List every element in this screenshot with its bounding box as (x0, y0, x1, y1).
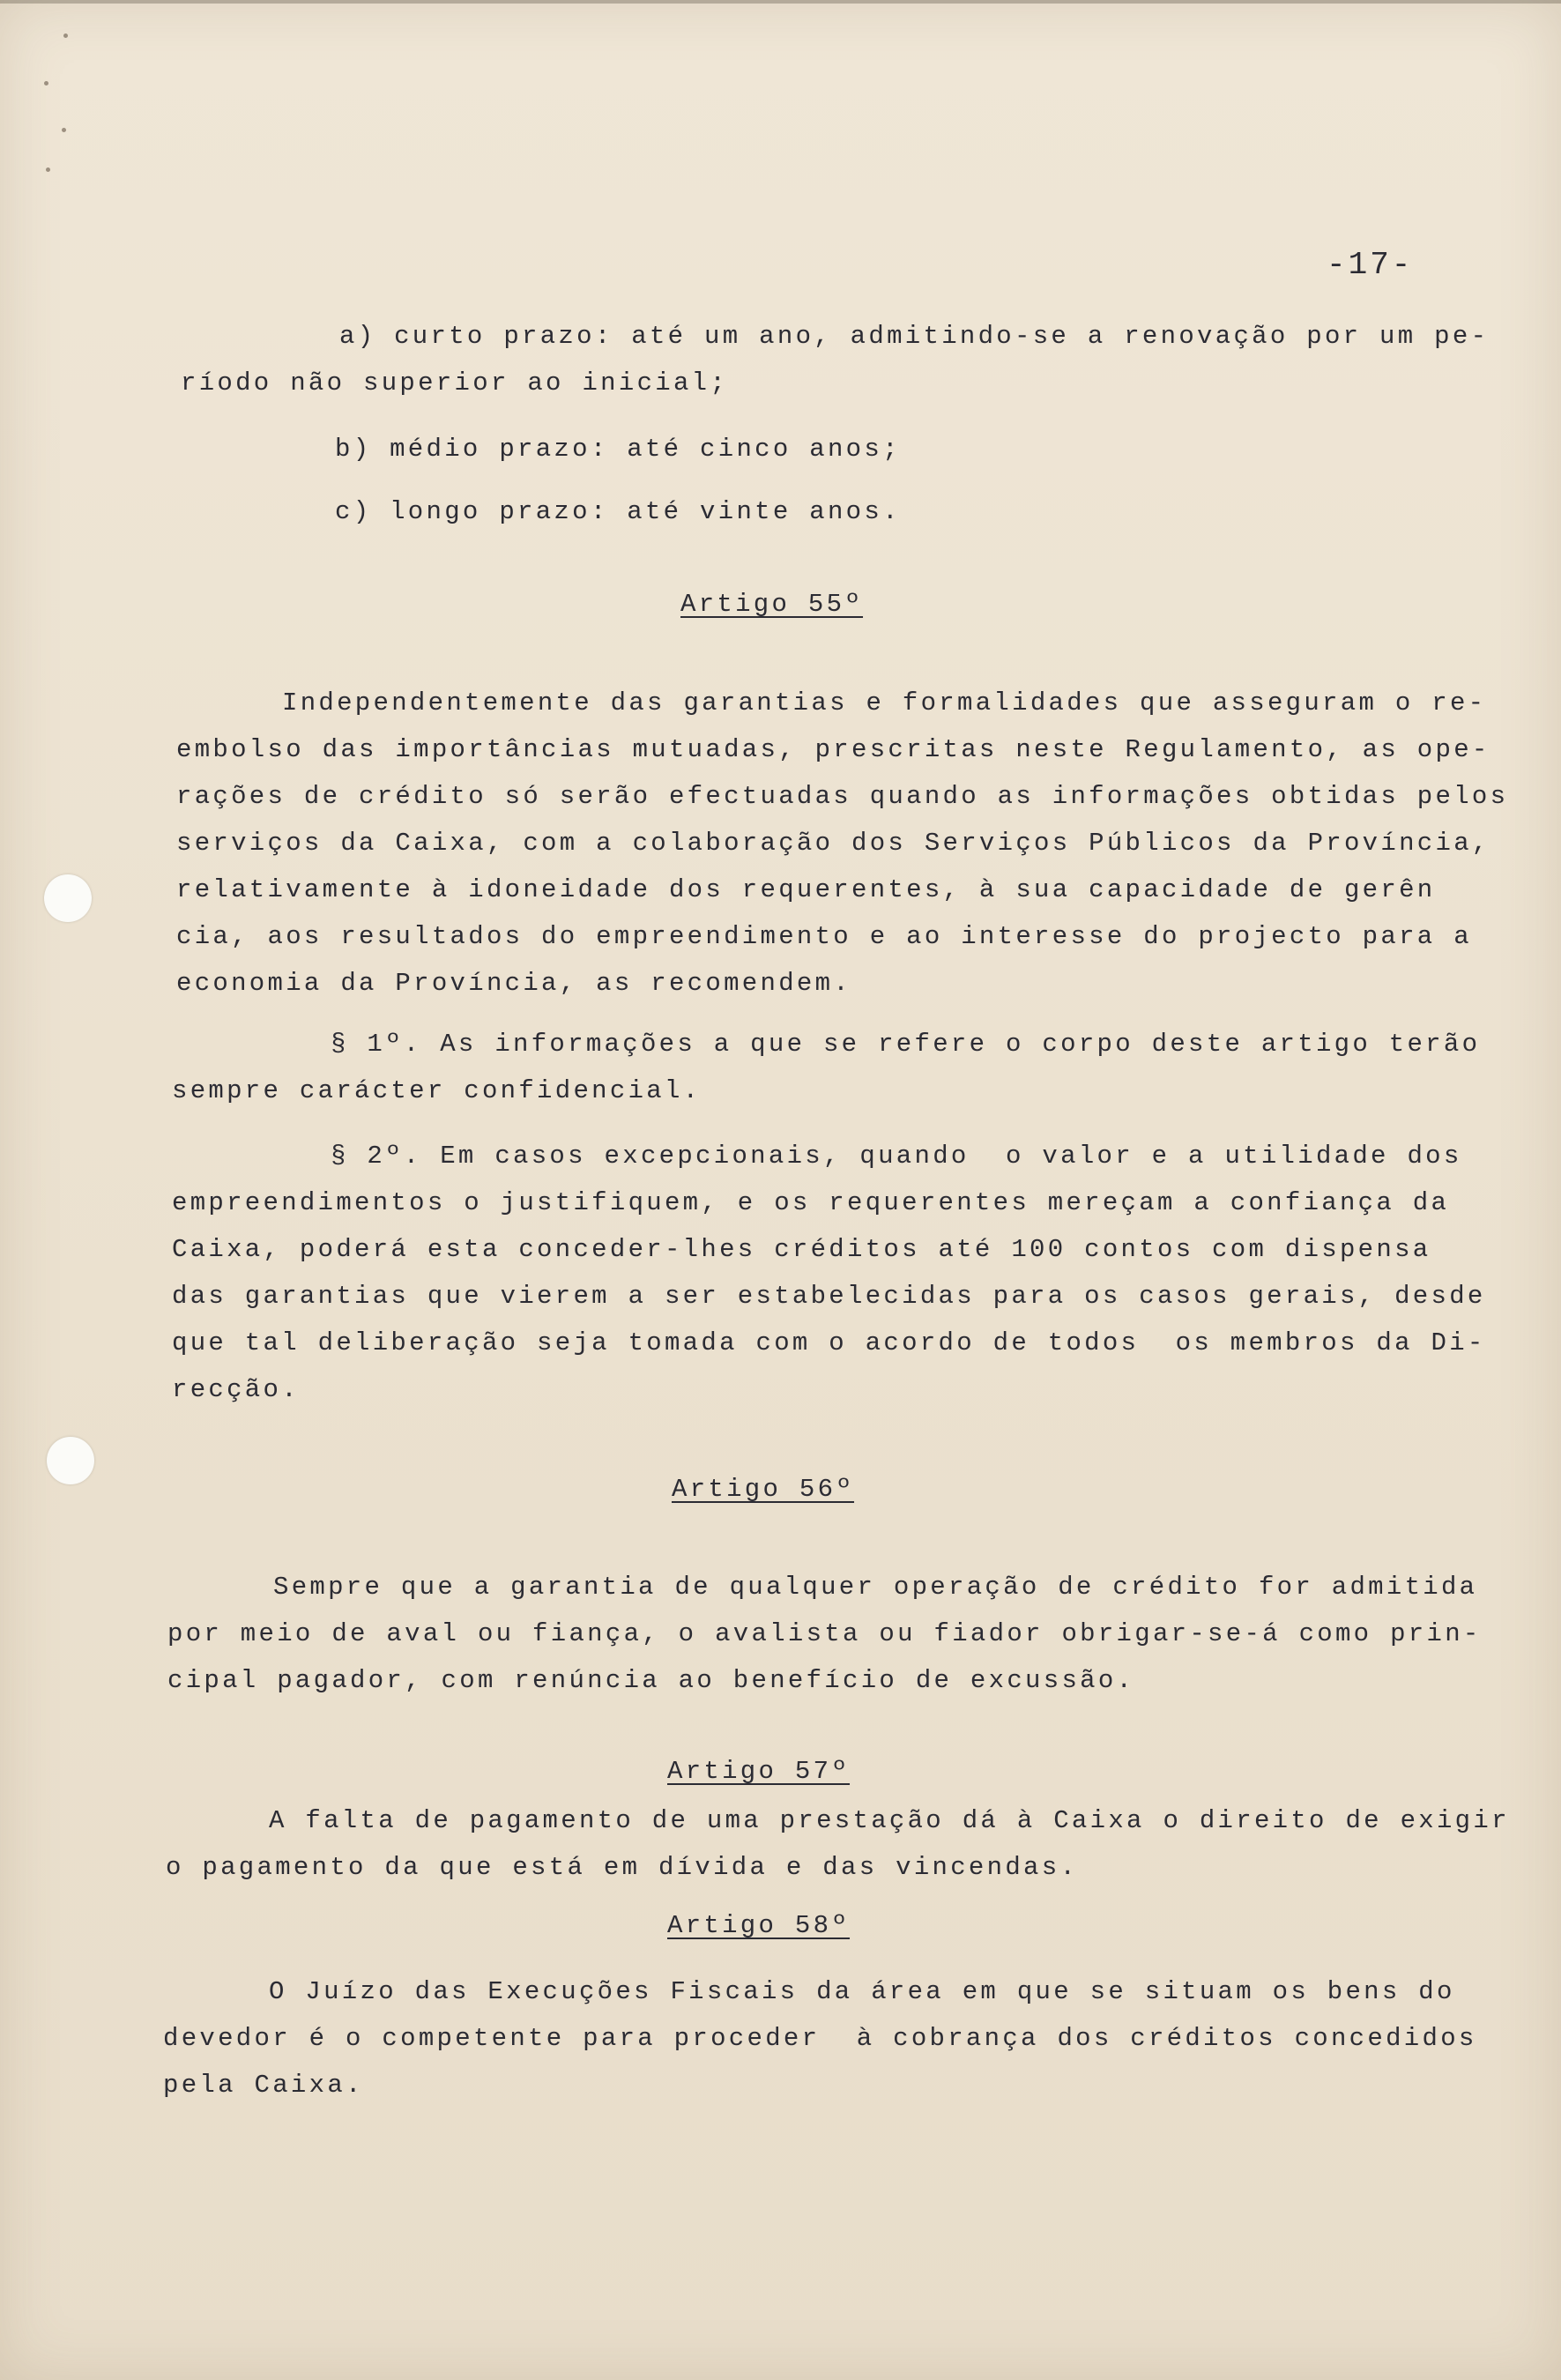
punch-hole-top (44, 874, 92, 922)
paragraph-2-line: § 2º. Em casos excepcionais, quando o valor e a utilidade dos (331, 1142, 1462, 1171)
article-58-line: pela Caixa. (163, 2071, 364, 2100)
article-55-line: cia, aos resultados do empreendimento e ao interesse do projecto para a (176, 922, 1472, 951)
article-56-line: cipal pagador, com renúncia ao benefício de excussão. (167, 1666, 1135, 1695)
article-55-line: relativamente à idoneidade dos requerentes, à sua capacidade de gerên (176, 875, 1436, 904)
article-57-heading: Artigo 57º (667, 1757, 851, 1786)
article-56-line: por meio de aval ou fiança, o avalista ou fiador obrigar-se-á como prin- (167, 1619, 1482, 1648)
article-57-line: o pagamento da que está em dívida e das vincendas. (166, 1853, 1079, 1882)
article-55-heading: Artigo 55º (680, 590, 864, 619)
paper-speck (44, 81, 48, 86)
article-55-line: economia da Província, as recomendem. (176, 969, 852, 998)
article-57-line: A falta de pagamento de uma prestação dá à Caixa o direito de exigir (269, 1806, 1510, 1835)
paper-speck (46, 167, 50, 172)
paragraph-2-line: empreendimentos o justifiquem, e os requerentes mereçam a confiança da (172, 1188, 1450, 1217)
article-55-line: Independentemente das garantias e formalidades que asseguram o re- (282, 688, 1487, 718)
paragraph-2-line: recção. (172, 1375, 300, 1404)
article-56-line: Sempre que a garantia de qualquer operação de crédito for admitida (273, 1573, 1478, 1602)
article-55-line: rações de crédito só serão efectuadas quando as informações obtidas pelos (176, 782, 1509, 811)
paragraph-2-line: que tal deliberação seja tomada com o acordo de todos os membros da Di- (172, 1328, 1486, 1357)
paragraph-2-line: das garantias que vierem a ser estabelecidas para os casos gerais, desde (172, 1282, 1486, 1311)
article-58-line: devedor é o competente para proceder à cobrança dos créditos concedidos (163, 2024, 1477, 2053)
article-58-heading: Artigo 58º (667, 1911, 851, 1940)
page-number: -17- (1327, 247, 1414, 283)
article-55-line: serviços da Caixa, com a colaboração dos Serviços Públicos da Província, (176, 829, 1490, 858)
article-56-heading: Artigo 56º (672, 1475, 855, 1504)
item-a-line-2: ríodo não superior ao inicial; (181, 368, 729, 398)
paragraph-2-line: Caixa, poderá esta conceder-lhes créditos até 100 contos com dispensa (172, 1235, 1431, 1264)
paper-top-edge (0, 0, 1561, 4)
paragraph-1-line: sempre carácter confidencial. (172, 1076, 702, 1105)
item-b: b) médio prazo: até cinco anos; (335, 435, 901, 464)
item-a-line-1: a) curto prazo: até um ano, admitindo-se a renovação por um pe- (339, 322, 1490, 351)
paper-speck (62, 128, 66, 132)
punch-hole-bottom (47, 1437, 94, 1484)
paragraph-1-line: § 1º. As informações a que se refere o corpo deste artigo terão (331, 1030, 1481, 1059)
article-58-line: O Juízo das Execuções Fiscais da área em que se situam os bens do (269, 1977, 1455, 2006)
paper-speck (63, 33, 68, 38)
item-c: c) longo prazo: até vinte anos. (335, 497, 901, 526)
article-55-line: embolso das importâncias mutuadas, prescritas neste Regulamento, as ope- (176, 735, 1490, 764)
